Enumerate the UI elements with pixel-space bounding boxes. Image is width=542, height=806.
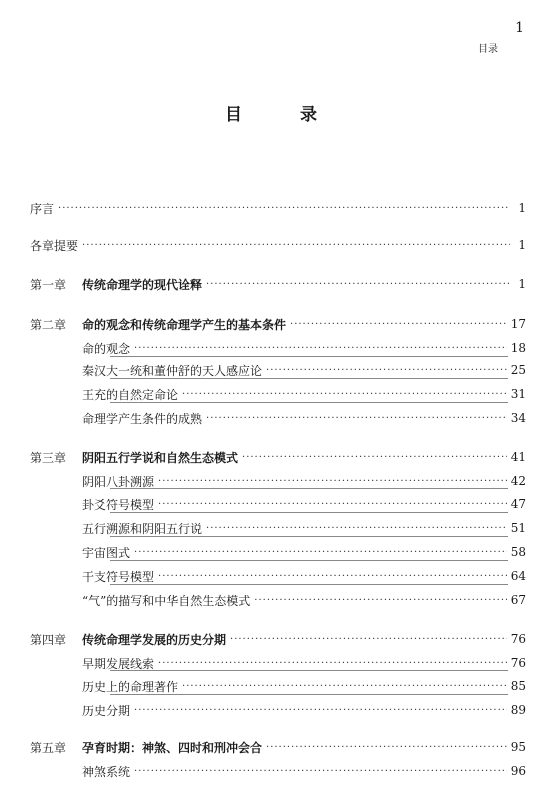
toc-entry-chapter-5[interactable] bbox=[30, 737, 526, 757]
dot-leader bbox=[134, 766, 507, 777]
toc-entry-section[interactable] bbox=[30, 761, 526, 781]
section-title: 宇宙图式 bbox=[82, 545, 131, 560]
chapter-title: 阴阳五行学说和自然生态模式 bbox=[82, 450, 239, 465]
chapter-number: 第一章 bbox=[30, 277, 67, 292]
toc-entry-chapter-1[interactable] bbox=[30, 274, 526, 294]
toc-entry-page: 41 bbox=[510, 450, 526, 464]
chapter-title: 传统命理学的现代诠释 bbox=[82, 277, 203, 292]
section-title: 历史分期 bbox=[82, 703, 131, 718]
dot-leader bbox=[134, 705, 507, 716]
section-title: 命的观念 bbox=[82, 341, 131, 356]
running-header: 目录 bbox=[478, 44, 498, 55]
section-title: 卦爻符号模型 bbox=[82, 497, 155, 512]
dot-leader bbox=[58, 203, 510, 214]
divider bbox=[110, 670, 508, 671]
toc-entry-section[interactable] bbox=[30, 590, 526, 610]
section-title: 命理学产生条件的成熟 bbox=[82, 411, 203, 426]
dot-leader bbox=[158, 658, 507, 669]
dot-leader bbox=[230, 634, 507, 645]
toc-entry-page: 18 bbox=[510, 341, 526, 355]
table-of-contents bbox=[30, 0, 526, 806]
toc-entry-page: 1 bbox=[518, 277, 526, 291]
toc-entry-page: 89 bbox=[510, 703, 526, 717]
toc-entry-section[interactable] bbox=[30, 542, 526, 562]
section-title: 秦汉大一统和董仲舒的天人感应论 bbox=[82, 363, 263, 378]
toc-title: 目 录 bbox=[225, 105, 343, 125]
toc-entry-page: 85 bbox=[510, 679, 526, 693]
toc-entry-section[interactable] bbox=[30, 338, 526, 358]
toc-entry-page: 1 bbox=[518, 238, 526, 252]
chapter-number: 第二章 bbox=[30, 317, 67, 332]
chapter-title: 传统命理学发展的历史分期 bbox=[82, 632, 227, 647]
dot-leader bbox=[290, 319, 507, 330]
dot-leader bbox=[206, 413, 507, 424]
toc-entry-page: 1 bbox=[518, 201, 526, 215]
dot-leader bbox=[266, 742, 507, 753]
dot-leader bbox=[134, 343, 507, 354]
toc-entry-page: 17 bbox=[510, 317, 526, 331]
dot-leader bbox=[266, 365, 507, 376]
section-title: “气”的描写和中华自然生态模式 bbox=[82, 593, 251, 608]
chapter-number: 第三章 bbox=[30, 450, 67, 465]
page-number: 1 bbox=[515, 20, 524, 36]
dot-leader bbox=[158, 571, 507, 582]
toc-entry-section[interactable] bbox=[30, 408, 526, 428]
divider bbox=[110, 694, 508, 695]
divider bbox=[110, 584, 508, 585]
toc-entry-page: 25 bbox=[510, 363, 526, 377]
chapter-title: 孕育时期：神煞、四时和刑冲会合 bbox=[82, 740, 263, 755]
toc-entry-page: 34 bbox=[510, 411, 526, 425]
toc-entry-page: 64 bbox=[510, 569, 526, 583]
toc-entry-section[interactable] bbox=[30, 384, 526, 404]
divider bbox=[110, 536, 508, 537]
toc-entry-page: 47 bbox=[510, 497, 526, 511]
dot-leader bbox=[242, 452, 507, 463]
toc-entry-page: 95 bbox=[510, 740, 526, 754]
toc-entry-preface[interactable] bbox=[30, 198, 526, 218]
divider bbox=[110, 378, 508, 379]
toc-entry-chapter-4[interactable] bbox=[30, 629, 526, 649]
dot-leader bbox=[206, 279, 510, 290]
dot-leader bbox=[82, 240, 510, 251]
toc-entry-label: 各章提要 bbox=[30, 238, 79, 253]
toc-entry-page: 76 bbox=[510, 656, 526, 670]
dot-leader bbox=[158, 476, 507, 487]
dot-leader bbox=[158, 499, 507, 510]
section-title: 干支符号模型 bbox=[82, 569, 155, 584]
divider bbox=[110, 402, 508, 403]
toc-entry-section[interactable] bbox=[30, 700, 526, 720]
toc-entry-page: 58 bbox=[510, 545, 526, 559]
dot-leader bbox=[182, 681, 507, 692]
toc-entry-section[interactable] bbox=[30, 566, 526, 586]
chapter-number: 第五章 bbox=[30, 740, 67, 755]
section-title: 历史上的命理著作 bbox=[82, 679, 179, 694]
toc-entry-chapter-2[interactable] bbox=[30, 314, 526, 334]
divider bbox=[110, 356, 508, 357]
section-title: 王充的自然定命论 bbox=[82, 387, 179, 402]
chapter-number: 第四章 bbox=[30, 632, 67, 647]
toc-entry-chapter-3[interactable] bbox=[30, 447, 526, 467]
toc-entry-summaries[interactable] bbox=[30, 235, 526, 255]
dot-leader bbox=[182, 389, 507, 400]
section-title: 阴阳八卦溯源 bbox=[82, 474, 155, 489]
toc-entry-label: 序言 bbox=[30, 201, 55, 216]
toc-entry-page: 51 bbox=[510, 521, 526, 535]
toc-entry-page: 67 bbox=[510, 593, 526, 607]
section-title: 神煞系统 bbox=[82, 764, 131, 779]
toc-entry-page: 42 bbox=[510, 474, 526, 488]
chapter-title: 命的观念和传统命理学产生的基本条件 bbox=[82, 317, 287, 332]
toc-entry-section[interactable] bbox=[30, 494, 526, 514]
divider bbox=[110, 512, 508, 513]
toc-entry-section[interactable] bbox=[30, 676, 526, 696]
section-title: 五行溯源和阴阳五行说 bbox=[82, 521, 203, 536]
divider bbox=[110, 488, 508, 489]
dot-leader bbox=[254, 595, 506, 606]
toc-entry-page: 96 bbox=[510, 764, 526, 778]
dot-leader bbox=[206, 523, 507, 534]
toc-entry-section[interactable] bbox=[30, 360, 526, 380]
toc-entry-section[interactable] bbox=[30, 518, 526, 538]
section-title: 早期发展线索 bbox=[82, 656, 155, 671]
dot-leader bbox=[134, 547, 507, 558]
toc-entry-page: 31 bbox=[510, 387, 526, 401]
divider bbox=[110, 560, 508, 561]
toc-entry-page: 76 bbox=[510, 632, 526, 646]
